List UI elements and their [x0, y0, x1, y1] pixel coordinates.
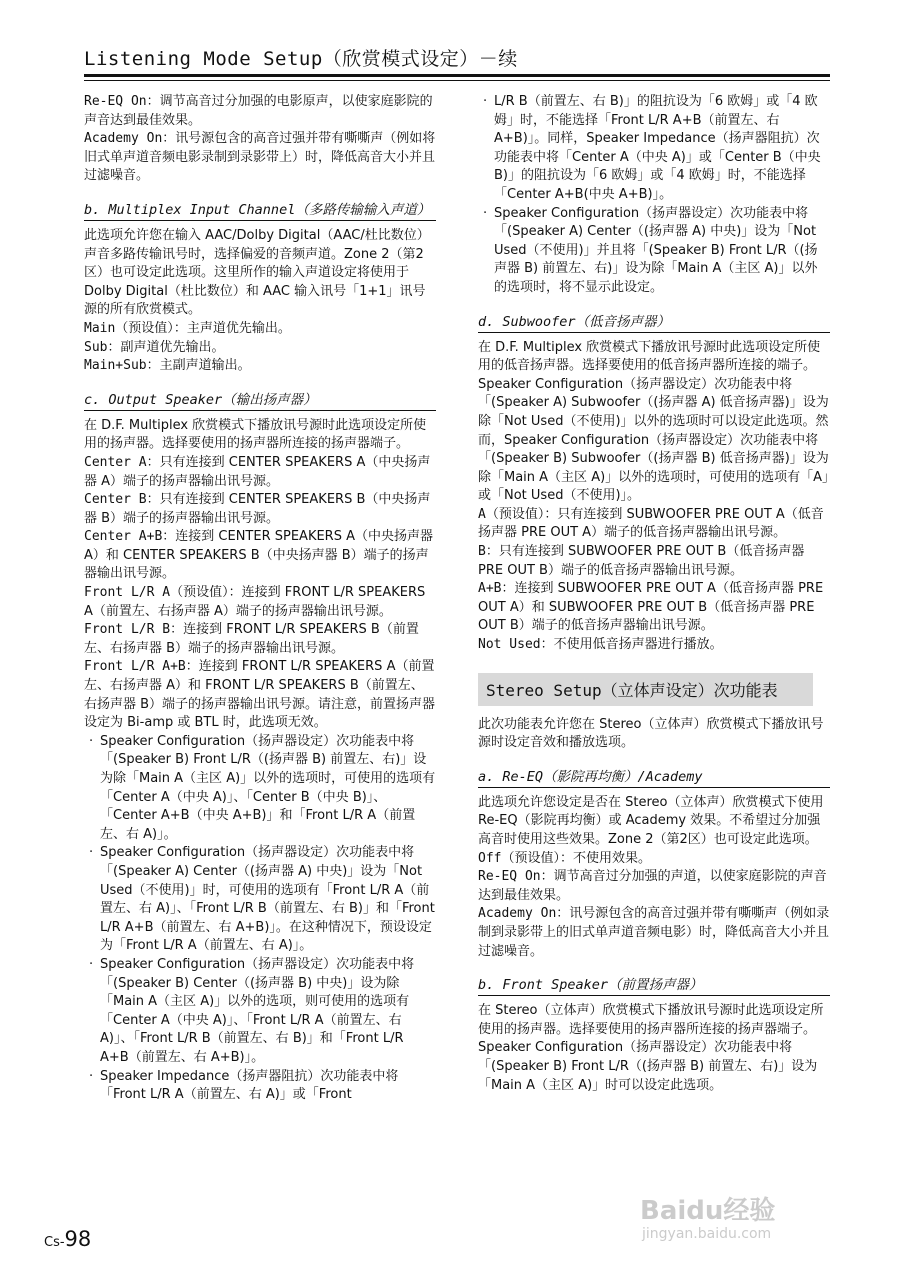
header-rule-thin — [84, 80, 830, 81]
paragraph: Re-EQ On：调节高音过分加强的电影原声，以使家庭影院的声音达到最佳效果。 — [84, 94, 433, 128]
option: Main+Sub：主副声道输出。 — [84, 358, 251, 374]
option: B：只有连接到 SUBWOOFER PRE OUT B（低音扬声器 PRE OUT B）端子的低音扬声器输出讯号源。 — [478, 544, 805, 578]
watermark-logo: Baidu经验 — [640, 1196, 776, 1226]
page-number: Cs-98 — [44, 1227, 92, 1251]
section-heading: d. Subwoofer（低音扬声器） — [478, 310, 830, 333]
section-heading: b. Multiplex Input Channel（多路传输输入声道） — [84, 198, 436, 221]
paragraph: 此次功能表允许您在 Stereo（立体声）欣赏模式下播放讯号源时设定音效和播放选项。 — [478, 716, 824, 751]
option: Off（预设值）：不使用效果。 — [478, 850, 651, 866]
paragraph: 在 D.F. Multiplex 欣赏模式下播放讯号源时此选项设定所使用的低音扬声器。选择要使用的低音扬声器所连接的端子。Speaker Configuration（扬声器设定）次功能表中将「(Speaker A) Subwoofer（(扬声器 A) 低音扬声器)」设为除「Not Used（不使用)」以外的选项时可以设定此选项。然而，Speaker Configuration（扬声器设定）次功能表中将「(Speaker B) Subwoofer（(扬声器 B) 低音扬声器)」设为除「Main A（主区 A)」以外的选项时，可使用的选项有「A」或「Not Used（不使用)」。 — [478, 339, 829, 504]
paragraph: Academy On：讯号源包含的高音过强并带有嘶嘶声（例如将旧式单声道音频电影录制到录影带上）时，降低高音大小并且过滤噪音。 — [84, 131, 436, 184]
note-item-continued: · L/R B（前置左、右 B)」的阻抗设为「6 欧姆」或「4 欧姆」时，不能选择「Front L/R A+B（前置左、右 A+B)」。同样，Speaker Impedance（扬声器阻抗）次功能表中将「Center A（中央 A)」或「Center B（中央 B)」的阻抗设为「6 欧姆」或「4 欧姆」时，不能选择「Center A+B(中央 A+B)」。 — [494, 93, 830, 205]
header-rule — [84, 74, 830, 77]
paragraph: 在 Stereo（立体声）欣赏模式下播放讯号源时此选项设定所使用的扬声器。选择要使用的扬声器所连接的扬声器端子。Speaker Configuration（扬声器设定）次功能表中将「(Speaker B) Front L/R（(扬声器 B) 前置左、右)」设为「Main A（主区 A)」时可以设定此选项。 — [478, 1003, 824, 1093]
option: Front L/R A（预设值）：连接到 FRONT L/R SPEAKERS A（前置左、右扬声器 A）端子的扬声器输出讯号源。 — [84, 585, 426, 619]
section-heading: b. Front Speaker（前置扬声器） — [478, 973, 830, 996]
section-heading: c. Output Speaker（输出扬声器） — [84, 388, 436, 411]
option: A+B：连接到 SUBWOOFER PRE OUT A（低音扬声器 PRE OUT A）和 SUBWOOFER PRE OUT B（低音扬声器 PRE OUT B）端子的低音扬声器输出讯号源。 — [478, 581, 824, 634]
note-list — [478, 93, 830, 298]
note-item: · Speaker Configuration（扬声器设定）次功能表中将「(Speaker B) Front L/R（(扬声器 B) 前置左、右)」设为除「Main A（主区 A)」以外的选项时，可使用的选项有「Center A（中央 A)」、「Center B（中央 B)」、「Center A+B（中央 A+B)」和「Front L/R A（前置左、右 A)」。 — [100, 733, 436, 845]
paragraph: 此选项允许您设定是否在 Stereo（立体声）欣赏模式下使用 Re-EQ（影院再均衡）或 Academy 效果。不希望过分加强高音时使用这些效果。Zone 2（第2区）也可设定此选项。 — [478, 794, 824, 847]
option: Academy On：讯号源包含的高音过强并带有嘶嘶声（例如录制到录影带上的旧式单声道音频电影）时，降低高音大小并且过滤噪音。 — [478, 906, 830, 959]
note-list — [84, 733, 436, 1105]
option: Front L/R B：连接到 FRONT L/R SPEAKERS B（前置左、右扬声器 B）端子的扬声器输出讯号源。 — [84, 622, 419, 656]
right-column — [478, 93, 830, 1095]
option: Center A：只有连接到 CENTER SPEAKERS A（中央扬声器 A）端子的扬声器输出讯号源。 — [84, 454, 431, 489]
note-item: · Speaker Configuration（扬声器设定）次功能表中将「(Speaker B) Center（(扬声器 B) 中央)」设为除「Main A（主区 A)」以外的选项，则可使用的选项有「Center A（中央 A)」、「Front L/R A（前置左、右 A)」、「Front L/R B（前置左、右 B)」和「Front L/R A+B（前置左、右 A+B)」。 — [100, 956, 436, 1068]
option: Center B：只有连接到 CENTER SPEAKERS B（中央扬声器 B）端子的扬声器输出讯号源。 — [84, 492, 431, 526]
note-item: · Speaker Impedance（扬声器阻抗）次功能表中将「Front L/R A（前置左、右 A)」或「Front — [100, 1068, 436, 1105]
option: A（预设值）：只有连接到 SUBWOOFER PRE OUT A（低音扬声器 PRE OUT A）端子的低音扬声器输出讯号源。 — [478, 506, 824, 541]
option: Main（预设值）：主声道优先输出。 — [84, 320, 291, 336]
paragraph: 此选项允许您在输入 AAC/Dolby Digital（AAC/杜比数位）声音多路传输讯号时，选择偏爱的音频声道。Zone 2（第2区）也可设定此选项。这里所作的输入声道设定将使用于 Dolby Digital（杜比数位）和 AAC 输入讯号「1+1」讯号源的所有欣赏模式。 — [84, 227, 430, 318]
submenu-heading: Stereo Setup（立体声设定）次功能表 — [478, 673, 813, 706]
watermark-url: jingyan.baidu.com — [642, 1226, 772, 1242]
note-item: · Speaker Configuration（扬声器设定）次功能表中将「(Speaker A) Center（(扬声器 A) 中央)」设为「Not Used（不使用)」并且将「(Speaker B) Front L/R（(扬声器 B) 前置左、右)」设为除「Main A（主区 A)」以外的选项时，将不显示此设定。 — [494, 205, 830, 298]
option: Center A+B：连接到 CENTER SPEAKERS A（中央扬声器 A）和 CENTER SPEAKERS B（中央扬声器 B）端子的扬声器输出讯号源。 — [84, 529, 433, 582]
option: Not Used：不使用低音扬声器进行播放。 — [478, 637, 723, 653]
section-heading: a. Re-EQ（影院再均衡）/Academy — [478, 765, 830, 788]
paragraph: 在 D.F. Multiplex 欣赏模式下播放讯号源时此选项设定所使用的扬声器。选择要使用的扬声器所连接的扬声器端子。 — [84, 417, 427, 452]
note-item: · Speaker Configuration（扬声器设定）次功能表中将「(Speaker A) Center（(扬声器 A) 中央)」设为「Not Used（不使用)」时，可使用的选项有「Front L/R A（前置左、右 A)」、「Front L/R B（前置左、右 B)」和「Front L/R A+B（前置左、右 A+B)」。在这种情况下，预设设定为「Front L/R A（前置左、右 A)」。 — [100, 844, 436, 956]
page-title: Listening Mode Setup（欣赏模式设定）－续 — [84, 48, 518, 70]
option: Front L/R A+B：连接到 FRONT L/R SPEAKERS A（前置左、右扬声器 A）和 FRONT L/R SPEAKERS B（前置左、右扬声器 B）端子的扬声器输出讯号源。请注意，前置扬声器设定为 Bi-amp 或 BTL 时，此选项无效。 — [84, 659, 436, 731]
option: Re-EQ On：调节高音过分加强的声道，以使家庭影院的声音达到最佳效果。 — [478, 869, 827, 903]
option: Sub：副声道优先输出。 — [84, 339, 225, 355]
left-column — [84, 93, 436, 1105]
